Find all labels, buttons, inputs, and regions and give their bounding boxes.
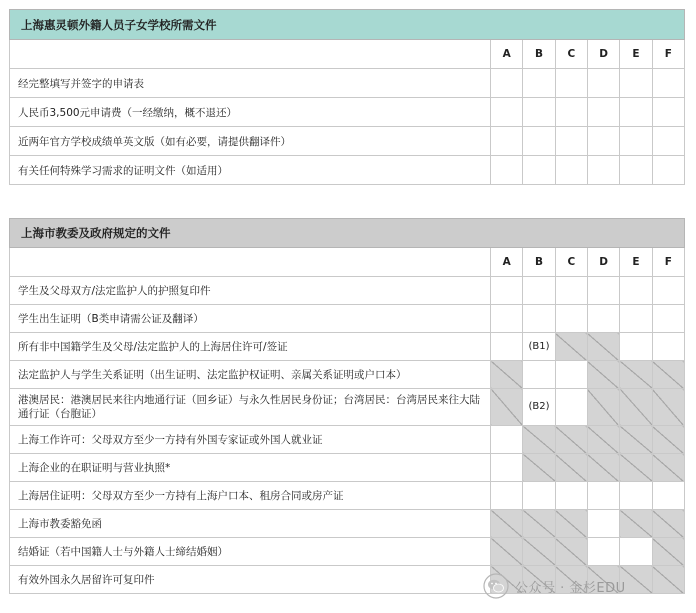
column-header-e: E — [620, 248, 652, 277]
requirement-cell — [491, 277, 523, 305]
not-applicable-cell — [620, 426, 652, 454]
table-row — [10, 156, 685, 185]
column-header-a: A — [491, 248, 523, 277]
column-header-row — [10, 40, 685, 69]
requirement-cell — [587, 69, 619, 98]
requirement-cell — [555, 98, 587, 127]
requirement-cell — [620, 156, 652, 185]
requirement-cell — [523, 156, 555, 185]
requirement-cell — [652, 69, 684, 98]
table-row — [10, 510, 685, 538]
table-row — [10, 538, 685, 566]
requirement-cell — [555, 482, 587, 510]
not-applicable-cell — [620, 510, 652, 538]
table-row — [10, 426, 685, 454]
not-applicable-cell — [555, 333, 587, 361]
requirement-cell — [491, 482, 523, 510]
requirement-cell — [491, 98, 523, 127]
requirement-cell — [491, 426, 523, 454]
column-header-d: D — [587, 40, 619, 69]
not-applicable-cell — [652, 510, 684, 538]
requirement-cell — [652, 156, 684, 185]
row-label: 上海居住证明：父母双方至少一方持有上海户口本、租房合同或房产证 — [10, 482, 491, 510]
requirement-cell — [555, 361, 587, 389]
row-label: 近两年官方学校成绩单英文版（如有必要，请提供翻译件） — [10, 127, 491, 156]
requirement-cell — [652, 277, 684, 305]
row-label: 上海市教委豁免函 — [10, 510, 491, 538]
header-blank-cell — [10, 40, 491, 69]
row-label: 法定监护人与学生关系证明（出生证明、法定监护权证明、亲属关系证明或户口本） — [10, 361, 491, 389]
not-applicable-cell — [652, 389, 684, 426]
requirement-cell — [652, 98, 684, 127]
not-applicable-cell — [587, 361, 619, 389]
requirement-cell — [555, 156, 587, 185]
section-header — [10, 10, 685, 40]
not-applicable-cell — [652, 566, 684, 594]
not-applicable-cell — [555, 426, 587, 454]
table-row — [10, 277, 685, 305]
not-applicable-cell — [491, 389, 523, 426]
requirement-cell — [587, 538, 619, 566]
requirement-cell — [620, 333, 652, 361]
section-title: 上海惠灵顿外籍人员子女学校所需文件 — [10, 10, 685, 40]
requirement-cell — [491, 69, 523, 98]
column-header-d: D — [587, 248, 619, 277]
requirement-cell: (B1) — [523, 333, 555, 361]
not-applicable-cell — [555, 454, 587, 482]
requirement-cell — [523, 98, 555, 127]
not-applicable-cell — [652, 361, 684, 389]
requirement-cell — [620, 538, 652, 566]
row-label: 学生及父母双方/法定监护人的护照复印件 — [10, 277, 491, 305]
row-label: 结婚证（若中国籍人士与外籍人士缔结婚姻） — [10, 538, 491, 566]
not-applicable-cell — [587, 389, 619, 426]
not-applicable-cell — [652, 454, 684, 482]
column-header-f: F — [652, 40, 684, 69]
requirement-cell — [555, 277, 587, 305]
table-row — [10, 361, 685, 389]
requirement-cell — [523, 361, 555, 389]
not-applicable-cell — [491, 538, 523, 566]
table-row — [10, 454, 685, 482]
requirement-cell — [620, 305, 652, 333]
requirement-cell — [555, 127, 587, 156]
table-row — [10, 305, 685, 333]
table-row — [10, 127, 685, 156]
watermark — [483, 573, 626, 599]
section-title: 上海市教委及政府规定的文件 — [10, 219, 685, 248]
requirement-cell — [620, 277, 652, 305]
requirement-cell — [523, 305, 555, 333]
row-label: 学生出生证明（B类申请需公证及翻译） — [10, 305, 491, 333]
watermark-text: 公众号 · 金杉EDU — [515, 580, 626, 596]
requirement-cell — [587, 98, 619, 127]
table-row — [10, 69, 685, 98]
requirement-cell — [652, 305, 684, 333]
requirement-cell — [491, 333, 523, 361]
requirement-cell — [523, 277, 555, 305]
requirement-cell — [523, 127, 555, 156]
requirement-cell — [523, 482, 555, 510]
column-header-row — [10, 248, 685, 277]
column-header-c: C — [555, 40, 587, 69]
not-applicable-cell — [587, 333, 619, 361]
table-row — [10, 482, 685, 510]
not-applicable-cell — [620, 361, 652, 389]
requirement-cell — [555, 305, 587, 333]
government-documents-table — [9, 218, 685, 594]
requirement-cell — [555, 389, 587, 426]
school-documents-table — [9, 9, 685, 185]
column-header-c: C — [555, 248, 587, 277]
row-label: 有关任何特殊学习需求的证明文件（如适用） — [10, 156, 491, 185]
requirement-cell — [555, 69, 587, 98]
not-applicable-cell — [523, 510, 555, 538]
requirement-cell — [620, 98, 652, 127]
requirement-cell — [587, 127, 619, 156]
requirement-cell — [620, 69, 652, 98]
wechat-icon — [483, 573, 509, 599]
requirement-cell: (B2) — [523, 389, 555, 426]
not-applicable-cell — [652, 538, 684, 566]
column-header-a: A — [491, 40, 523, 69]
requirement-cell — [652, 333, 684, 361]
not-applicable-cell — [587, 454, 619, 482]
requirement-cell — [587, 156, 619, 185]
column-header-e: E — [620, 40, 652, 69]
not-applicable-cell — [555, 510, 587, 538]
table-row — [10, 98, 685, 127]
not-applicable-cell — [620, 454, 652, 482]
requirement-cell — [652, 127, 684, 156]
requirement-cell — [491, 454, 523, 482]
requirement-cell — [620, 127, 652, 156]
not-applicable-cell — [652, 426, 684, 454]
requirement-cell — [587, 305, 619, 333]
not-applicable-cell — [523, 454, 555, 482]
row-label: 上海工作许可：父母双方至少一方持有外国专家证或外国人就业证 — [10, 426, 491, 454]
requirement-cell — [587, 510, 619, 538]
column-header-b: B — [523, 40, 555, 69]
row-label: 人民币3,500元申请费（一经缴纳，概不退还） — [10, 98, 491, 127]
requirement-cell — [652, 482, 684, 510]
row-label: 上海企业的在职证明与营业执照* — [10, 454, 491, 482]
requirement-cell — [620, 482, 652, 510]
header-blank-cell — [10, 248, 491, 277]
column-header-b: B — [523, 248, 555, 277]
not-applicable-cell — [523, 426, 555, 454]
column-header-f: F — [652, 248, 684, 277]
row-label: 经完整填写并签字的申请表 — [10, 69, 491, 98]
requirement-cell — [491, 305, 523, 333]
not-applicable-cell — [587, 426, 619, 454]
row-label: 港澳居民：港澳居民来往内地通行证（回乡证）与永久性居民身份证；台湾居民：台湾居民来往大陆通行证（台胞证） — [10, 389, 491, 426]
row-label: 有效外国永久居留许可复印件 — [10, 566, 491, 594]
not-applicable-cell — [491, 361, 523, 389]
section-header — [10, 219, 685, 248]
requirement-cell — [587, 482, 619, 510]
table-row — [10, 389, 685, 426]
not-applicable-cell — [523, 538, 555, 566]
requirement-cell — [491, 127, 523, 156]
not-applicable-cell — [555, 538, 587, 566]
not-applicable-cell — [491, 510, 523, 538]
requirement-cell — [587, 277, 619, 305]
requirement-cell — [491, 156, 523, 185]
requirement-cell — [523, 69, 555, 98]
table-row — [10, 333, 685, 361]
not-applicable-cell — [620, 389, 652, 426]
row-label: 所有非中国籍学生及父母/法定监护人的上海居住许可/签证 — [10, 333, 491, 361]
